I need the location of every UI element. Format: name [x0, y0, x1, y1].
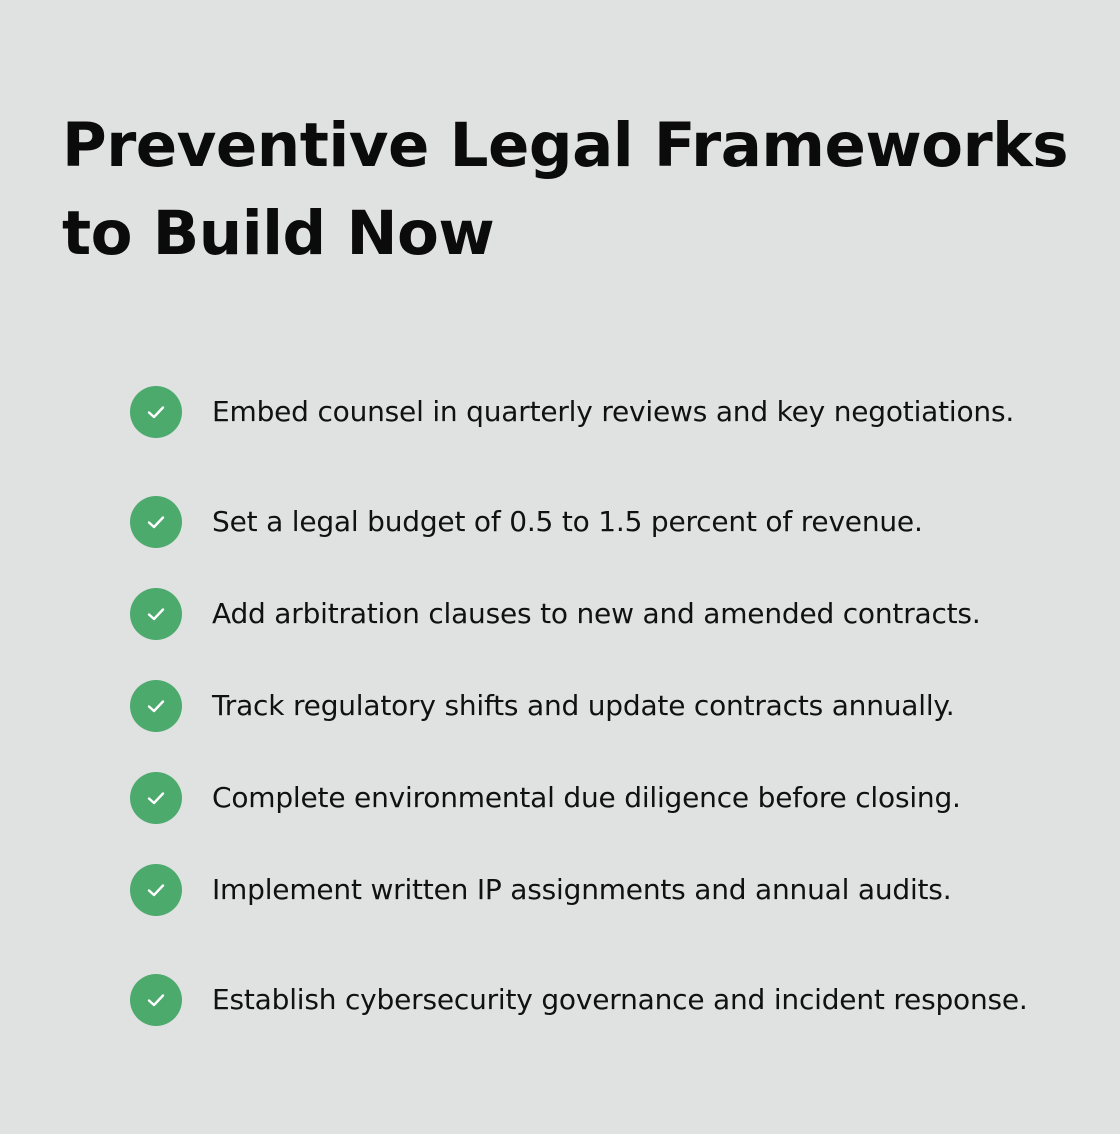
list-item-text: Add arbitration clauses to new and amended contracts.	[212, 597, 981, 630]
check-circle-icon	[130, 974, 182, 1026]
list-item	[130, 500, 1090, 544]
check-circle-icon	[130, 588, 182, 640]
list-item	[130, 956, 1090, 1044]
page-title: Preventive Legal Frameworks to Build Now	[62, 110, 1069, 269]
list-item	[130, 368, 1090, 456]
list-item	[130, 868, 1090, 912]
check-circle-icon	[130, 680, 182, 732]
list-item-text: Implement written IP assignments and annual audits.	[212, 873, 952, 906]
check-circle-icon	[130, 772, 182, 824]
list-item-text: Complete environmental due diligence before closing.	[212, 781, 961, 814]
list-item-text: Track regulatory shifts and update contracts annually.	[212, 689, 955, 722]
check-circle-icon	[130, 864, 182, 916]
check-circle-icon	[130, 386, 182, 438]
list-item-text: Establish cybersecurity governance and incident response.	[212, 983, 1028, 1016]
list-item-text: Embed counsel in quarterly reviews and key negotiations.	[212, 395, 1015, 428]
check-circle-icon	[130, 496, 182, 548]
list-item-text: Set a legal budget of 0.5 to 1.5 percent of revenue.	[212, 505, 923, 538]
list-item	[130, 684, 1090, 728]
list-item	[130, 776, 1090, 820]
list-item	[130, 592, 1090, 636]
